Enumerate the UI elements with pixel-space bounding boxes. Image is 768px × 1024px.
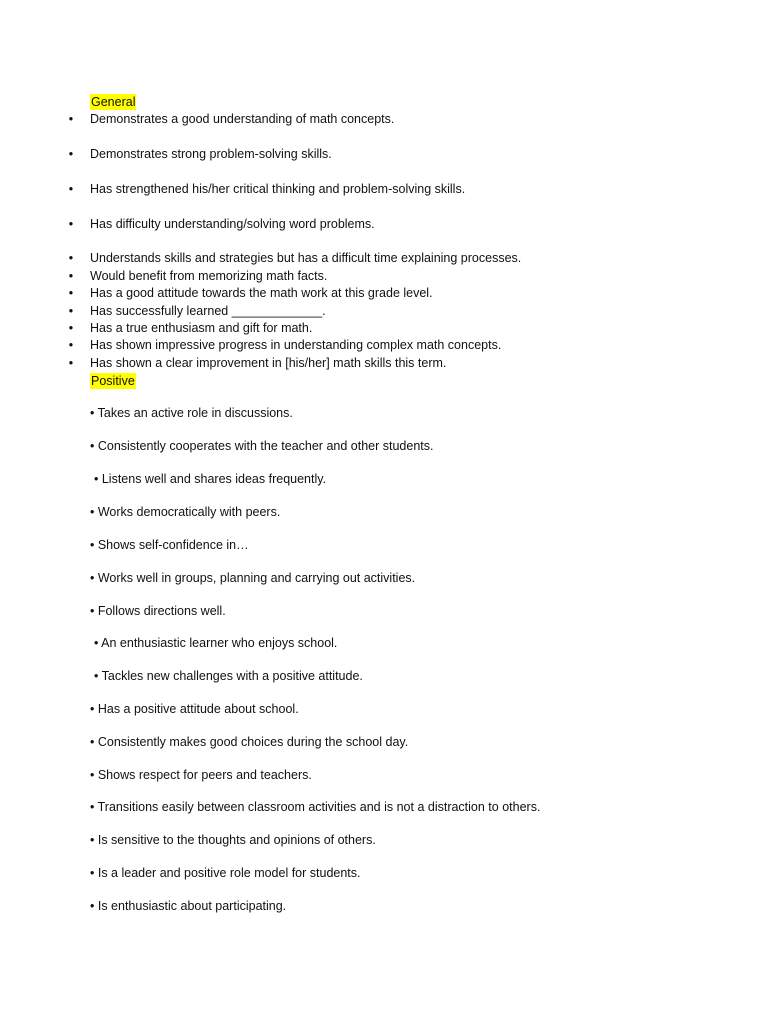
general-list-item: • Has difficulty understanding/solving word problems. [90, 216, 375, 232]
general-list-item: • Has successfully learned _____________. [90, 303, 326, 319]
positive-list-item: • Shows self-confidence in… [90, 538, 249, 552]
positive-list-item: • Is sensitive to the thoughts and opinions of others. [90, 833, 376, 847]
positive-list-item: • Follows directions well. [90, 604, 226, 618]
bullet-icon: • [68, 304, 74, 318]
positive-list-item: • Consistently cooperates with the teacher and other students. [90, 439, 434, 453]
bullet-icon: • [68, 182, 74, 196]
general-heading: General [91, 95, 136, 109]
positive-list-item: • Works democratically with peers. [90, 505, 281, 519]
general-list-item: • Has shown a clear improvement in [his/her] math skills this term. [90, 355, 446, 371]
general-list-item: • Understands skills and strategies but has a difficult time explaining processes. [90, 250, 521, 266]
general-list-item: • Has a good attitude towards the math work at this grade level. [90, 285, 433, 301]
general-list-item: • Demonstrates a good understanding of math concepts. [90, 111, 394, 127]
bullet-icon: • [68, 321, 74, 335]
positive-list-item: • Has a positive attitude about school. [90, 702, 299, 716]
general-list-item: • Would benefit from memorizing math facts. [90, 268, 327, 284]
bullet-icon: • [68, 269, 74, 283]
general-list-item: • Has shown impressive progress in understanding complex math concepts. [90, 337, 501, 353]
positive-list-item: • Listens well and shares ideas frequently. [94, 472, 327, 486]
positive-list-item: • Transitions easily between classroom activities and is not a distraction to others. [90, 800, 541, 814]
positive-list-item: • Is a leader and positive role model for students. [90, 866, 361, 880]
general-list-item: • Has a true enthusiasm and gift for math. [90, 320, 312, 336]
general-list-item: • Demonstrates strong problem-solving skills. [90, 146, 332, 162]
bullet-icon: • [68, 217, 74, 231]
positive-list-item: • Takes an active role in discussions. [90, 406, 293, 420]
bullet-icon: • [68, 112, 74, 126]
bullet-icon: • [68, 251, 74, 265]
positive-list-item: • Is enthusiastic about participating. [90, 899, 287, 913]
general-list-item: • Has strengthened his/her critical thinking and problem-solving skills. [90, 181, 465, 197]
bullet-icon: • [68, 286, 74, 300]
bullet-icon: • [68, 147, 74, 161]
bullet-icon: • [68, 356, 74, 370]
positive-list-item: • Consistently makes good choices during the school day. [90, 735, 409, 749]
positive-list-item: • Tackles new challenges with a positive attitude. [94, 669, 363, 683]
positive-list-item: • Works well in groups, planning and carrying out activities. [90, 571, 416, 585]
positive-list-item: • An enthusiastic learner who enjoys school. [94, 636, 338, 650]
positive-list-item: • Shows respect for peers and teachers. [90, 768, 312, 782]
positive-heading: Positive [91, 374, 135, 388]
bullet-icon: • [68, 338, 74, 352]
